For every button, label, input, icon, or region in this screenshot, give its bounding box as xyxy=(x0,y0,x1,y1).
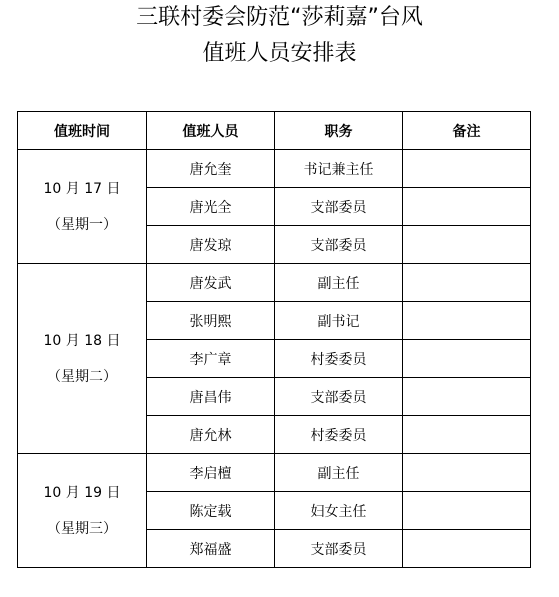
staff-name: 李启檀 xyxy=(147,454,275,492)
staff-position: 副主任 xyxy=(275,454,403,492)
remarks-cell xyxy=(403,416,531,454)
staff-name: 唐光全 xyxy=(147,188,275,226)
staff-position: 书记兼主任 xyxy=(275,150,403,188)
staff-position: 支部委员 xyxy=(275,226,403,264)
staff-position: 副主任 xyxy=(275,264,403,302)
table-row xyxy=(18,150,531,188)
remarks-cell xyxy=(403,454,531,492)
header-remarks: 备注 xyxy=(403,112,531,150)
duty-date: 10 月 17 日 xyxy=(43,180,121,197)
remarks-cell xyxy=(403,340,531,378)
staff-name: 唐允林 xyxy=(147,416,275,454)
remarks-cell xyxy=(403,188,531,226)
duty-roster-table xyxy=(17,111,531,568)
remarks-cell xyxy=(403,150,531,188)
duty-weekday: （星期二） xyxy=(47,368,117,385)
staff-position: 村委委员 xyxy=(275,416,403,454)
table-row xyxy=(18,264,531,302)
header-duty-time: 值班时间 xyxy=(18,112,147,150)
remarks-cell xyxy=(403,378,531,416)
document-title-line-2: 值班人员安排表 xyxy=(202,41,357,66)
staff-name: 唐发武 xyxy=(147,264,275,302)
duty-date: 10 月 18 日 xyxy=(43,332,121,349)
remarks-cell xyxy=(403,492,531,530)
duty-weekday: （星期三） xyxy=(47,520,117,537)
header-position: 职务 xyxy=(275,112,403,150)
remarks-cell xyxy=(403,264,531,302)
staff-name: 张明熙 xyxy=(147,302,275,340)
duty-date-cell xyxy=(18,454,147,568)
duty-weekday: （星期一） xyxy=(47,216,117,233)
staff-position: 村委委员 xyxy=(275,340,403,378)
duty-date-cell xyxy=(18,264,147,454)
staff-name: 李广章 xyxy=(147,340,275,378)
header-duty-staff: 值班人员 xyxy=(147,112,275,150)
staff-position: 妇女主任 xyxy=(275,492,403,530)
staff-name: 陈定载 xyxy=(147,492,275,530)
duty-date-cell xyxy=(18,150,147,264)
staff-name: 唐昌伟 xyxy=(147,378,275,416)
document-title-line-1: 三联村委会防范“莎莉嘉”台风 xyxy=(136,5,423,30)
remarks-cell xyxy=(403,226,531,264)
remarks-cell xyxy=(403,302,531,340)
staff-position: 副书记 xyxy=(275,302,403,340)
duty-date: 10 月 19 日 xyxy=(43,484,121,501)
staff-position: 支部委员 xyxy=(275,530,403,568)
remarks-cell xyxy=(403,530,531,568)
staff-name: 唐允奎 xyxy=(147,150,275,188)
staff-position: 支部委员 xyxy=(275,378,403,416)
table-row xyxy=(18,454,531,492)
staff-name: 唐发琼 xyxy=(147,226,275,264)
table-header-row xyxy=(18,112,531,150)
staff-position: 支部委员 xyxy=(275,188,403,226)
staff-name: 郑福盛 xyxy=(147,530,275,568)
